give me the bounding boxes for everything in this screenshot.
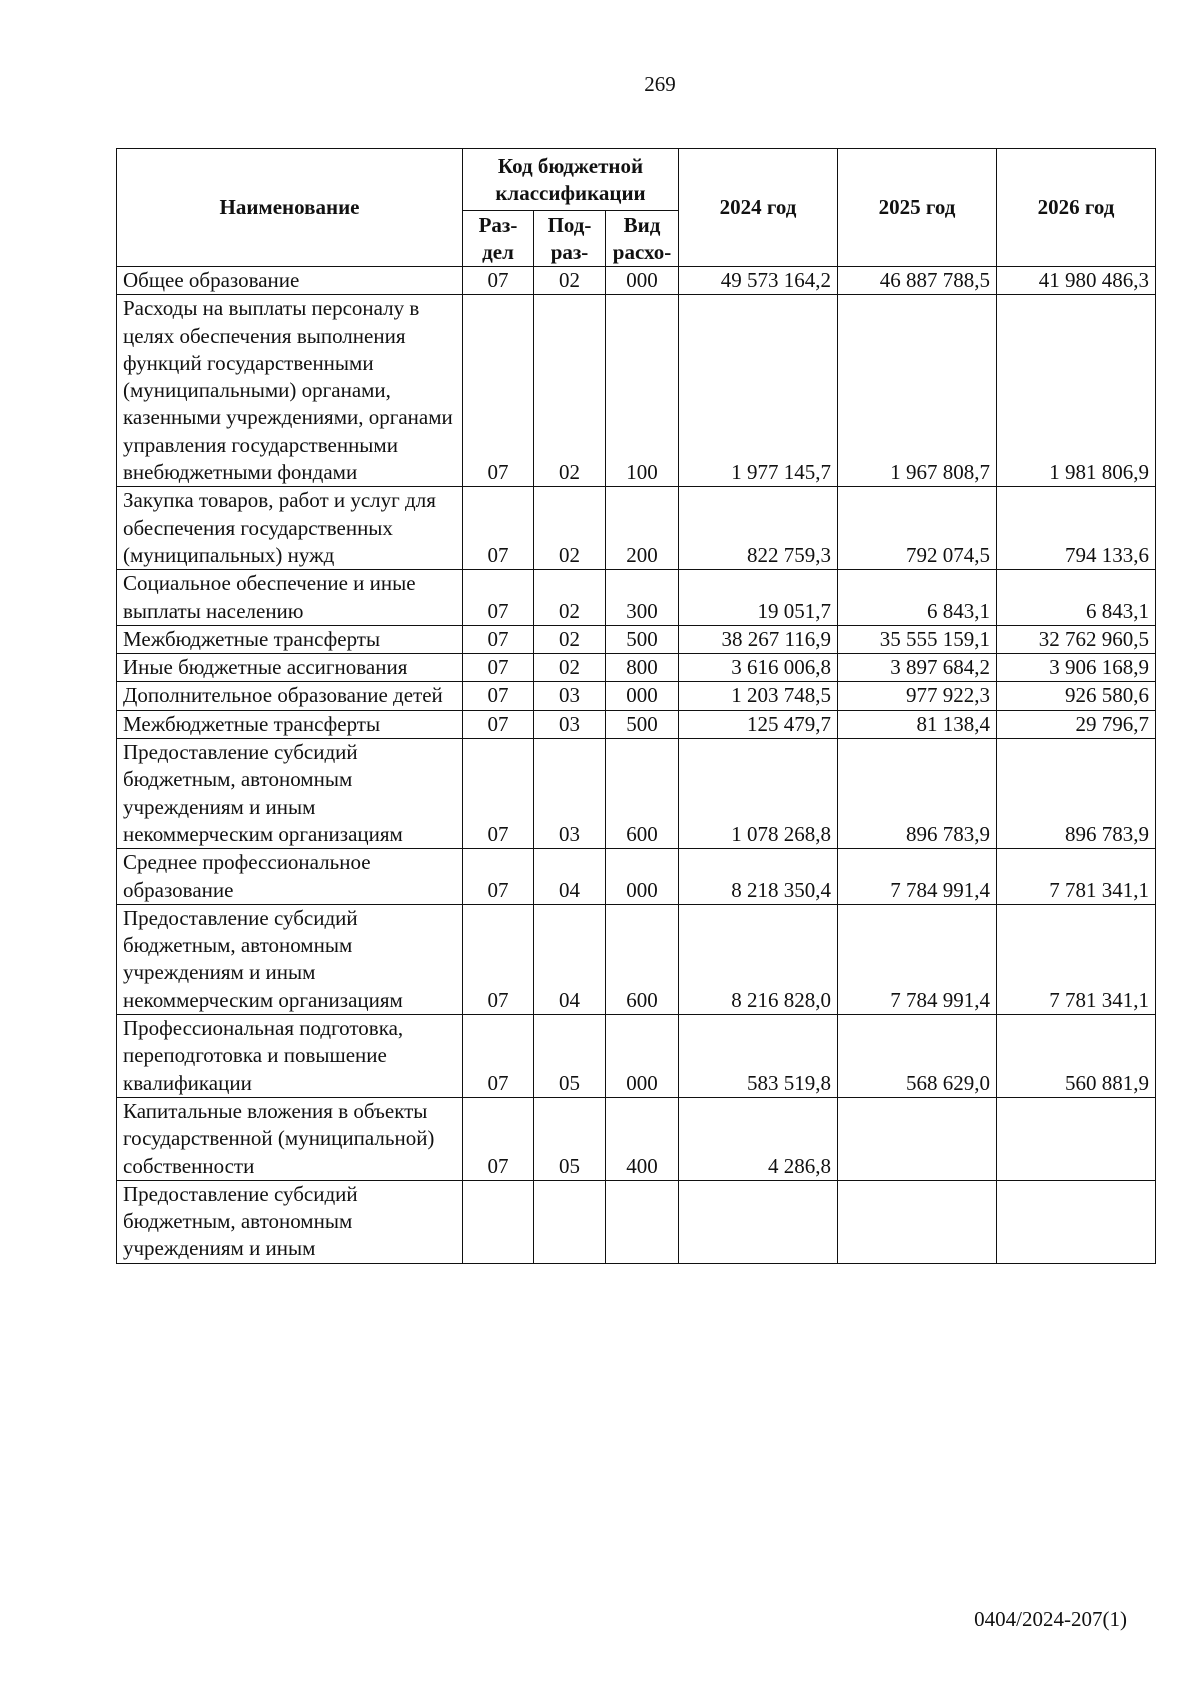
row-2025: 6 843,1 — [838, 570, 997, 626]
header-expense-type: Вид расхо- — [606, 211, 679, 267]
row-section: 07 — [463, 739, 534, 849]
row-subsection: 05 — [534, 1015, 606, 1098]
row-2026: 926 580,6 — [997, 682, 1156, 710]
table-row — [117, 625, 1156, 653]
row-expense-type: 600 — [606, 904, 679, 1014]
row-2026: 6 843,1 — [997, 570, 1156, 626]
table-body — [117, 267, 1156, 1264]
table-row — [117, 654, 1156, 682]
row-section: 07 — [463, 1015, 534, 1098]
row-2026: 41 980 486,3 — [997, 267, 1156, 295]
row-section — [463, 1180, 534, 1263]
row-section: 07 — [463, 267, 534, 295]
row-subsection: 02 — [534, 295, 606, 487]
row-expense-type: 400 — [606, 1097, 679, 1180]
row-subsection: 03 — [534, 739, 606, 849]
row-2024: 1 977 145,7 — [679, 295, 838, 487]
row-section: 07 — [463, 682, 534, 710]
row-expense-type: 600 — [606, 739, 679, 849]
row-name: Межбюджетные трансферты — [117, 625, 463, 653]
row-expense-type — [606, 1180, 679, 1263]
row-section: 07 — [463, 710, 534, 738]
row-2024: 49 573 164,2 — [679, 267, 838, 295]
row-2024: 4 286,8 — [679, 1097, 838, 1180]
table-row — [117, 739, 1156, 849]
row-2025: 896 783,9 — [838, 739, 997, 849]
page-number: 269 — [644, 72, 676, 96]
row-2026: 7 781 341,1 — [997, 849, 1156, 905]
row-expense-type: 000 — [606, 682, 679, 710]
header-2025: 2025 год — [838, 149, 997, 267]
row-2024: 38 267 116,9 — [679, 625, 838, 653]
row-2024: 822 759,3 — [679, 487, 838, 570]
row-2024: 125 479,7 — [679, 710, 838, 738]
row-subsection: 04 — [534, 849, 606, 905]
row-2025: 3 897 684,2 — [838, 654, 997, 682]
row-name: Иные бюджетные ассигнования — [117, 654, 463, 682]
header-name: Наименование — [117, 149, 463, 267]
row-name: Среднее профессиональное образование — [117, 849, 463, 905]
table-row — [117, 570, 1156, 626]
table-row — [117, 267, 1156, 295]
header-subsection: Под- раз- — [534, 211, 606, 267]
row-expense-type: 000 — [606, 267, 679, 295]
document-code: 0404/2024-207(1) — [974, 1607, 1127, 1631]
row-name: Дополнительное образование детей — [117, 682, 463, 710]
row-subsection: 02 — [534, 625, 606, 653]
table-row — [117, 849, 1156, 905]
row-name: Социальное обеспечение и иные выплаты населению — [117, 570, 463, 626]
table-row — [117, 710, 1156, 738]
header-code-group: Код бюджетной классификации — [463, 149, 679, 211]
row-2025: 35 555 159,1 — [838, 625, 997, 653]
row-subsection: 02 — [534, 267, 606, 295]
row-2025: 46 887 788,5 — [838, 267, 997, 295]
row-2025: 792 074,5 — [838, 487, 997, 570]
row-expense-type: 100 — [606, 295, 679, 487]
row-name: Межбюджетные трансферты — [117, 710, 463, 738]
header-2024: 2024 год — [679, 149, 838, 267]
row-2025: 568 629,0 — [838, 1015, 997, 1098]
row-2025: 81 138,4 — [838, 710, 997, 738]
row-2024 — [679, 1180, 838, 1263]
row-section: 07 — [463, 625, 534, 653]
table-row — [117, 1097, 1156, 1180]
table-row — [117, 1180, 1156, 1263]
row-name: Предоставление субсидий бюджетным, автономным учреждениям и иным некоммерческим организациям — [117, 904, 463, 1014]
row-subsection: 03 — [534, 682, 606, 710]
row-name: Закупка товаров, работ и услуг для обеспечения государственных (муниципальных) нужд — [117, 487, 463, 570]
row-expense-type: 000 — [606, 1015, 679, 1098]
table-row — [117, 904, 1156, 1014]
row-name: Расходы на выплаты персоналу в целях обеспечения выполнения функций государственными (муниципальными) органами, казенными учреждениями, органами управления государственными внебюджетными фондами — [117, 295, 463, 487]
row-subsection — [534, 1180, 606, 1263]
row-2026: 3 906 168,9 — [997, 654, 1156, 682]
row-2024: 583 519,8 — [679, 1015, 838, 1098]
row-2026 — [997, 1180, 1156, 1263]
row-2024: 19 051,7 — [679, 570, 838, 626]
row-subsection: 02 — [534, 487, 606, 570]
row-subsection: 05 — [534, 1097, 606, 1180]
row-2024: 3 616 006,8 — [679, 654, 838, 682]
row-2026: 794 133,6 — [997, 487, 1156, 570]
row-name: Предоставление субсидий бюджетным, автономным учреждениям и иным — [117, 1180, 463, 1263]
row-2024: 1 078 268,8 — [679, 739, 838, 849]
row-2024: 8 218 350,4 — [679, 849, 838, 905]
row-2025 — [838, 1097, 997, 1180]
budget-table — [116, 148, 1156, 1264]
table-row — [117, 487, 1156, 570]
row-2025: 7 784 991,4 — [838, 904, 997, 1014]
row-2026 — [997, 1097, 1156, 1180]
row-section: 07 — [463, 570, 534, 626]
table-row — [117, 1015, 1156, 1098]
row-2025: 1 967 808,7 — [838, 295, 997, 487]
row-2026: 29 796,7 — [997, 710, 1156, 738]
header-section: Раз- дел — [463, 211, 534, 267]
row-expense-type: 500 — [606, 710, 679, 738]
row-2024: 1 203 748,5 — [679, 682, 838, 710]
row-2024: 8 216 828,0 — [679, 904, 838, 1014]
row-2026: 7 781 341,1 — [997, 904, 1156, 1014]
row-name: Общее образование — [117, 267, 463, 295]
row-expense-type: 300 — [606, 570, 679, 626]
header-2026: 2026 год — [997, 149, 1156, 267]
row-section: 07 — [463, 1097, 534, 1180]
row-expense-type: 000 — [606, 849, 679, 905]
row-section: 07 — [463, 849, 534, 905]
row-2025: 7 784 991,4 — [838, 849, 997, 905]
row-name: Капитальные вложения в объекты государственной (муниципальной) собственности — [117, 1097, 463, 1180]
row-2025 — [838, 1180, 997, 1263]
row-2026: 32 762 960,5 — [997, 625, 1156, 653]
row-section: 07 — [463, 295, 534, 487]
row-subsection: 03 — [534, 710, 606, 738]
row-expense-type: 500 — [606, 625, 679, 653]
table-header — [117, 149, 1156, 267]
row-subsection: 04 — [534, 904, 606, 1014]
row-subsection: 02 — [534, 570, 606, 626]
row-name: Предоставление субсидий бюджетным, автономным учреждениям и иным некоммерческим организациям — [117, 739, 463, 849]
row-subsection: 02 — [534, 654, 606, 682]
table-row — [117, 295, 1156, 487]
row-name: Профессиональная подготовка, переподготовка и повышение квалификации — [117, 1015, 463, 1098]
row-section: 07 — [463, 904, 534, 1014]
row-section: 07 — [463, 487, 534, 570]
row-2025: 977 922,3 — [838, 682, 997, 710]
row-expense-type: 200 — [606, 487, 679, 570]
table-row — [117, 682, 1156, 710]
row-2026: 560 881,9 — [997, 1015, 1156, 1098]
row-expense-type: 800 — [606, 654, 679, 682]
row-2026: 896 783,9 — [997, 739, 1156, 849]
row-section: 07 — [463, 654, 534, 682]
row-2026: 1 981 806,9 — [997, 295, 1156, 487]
